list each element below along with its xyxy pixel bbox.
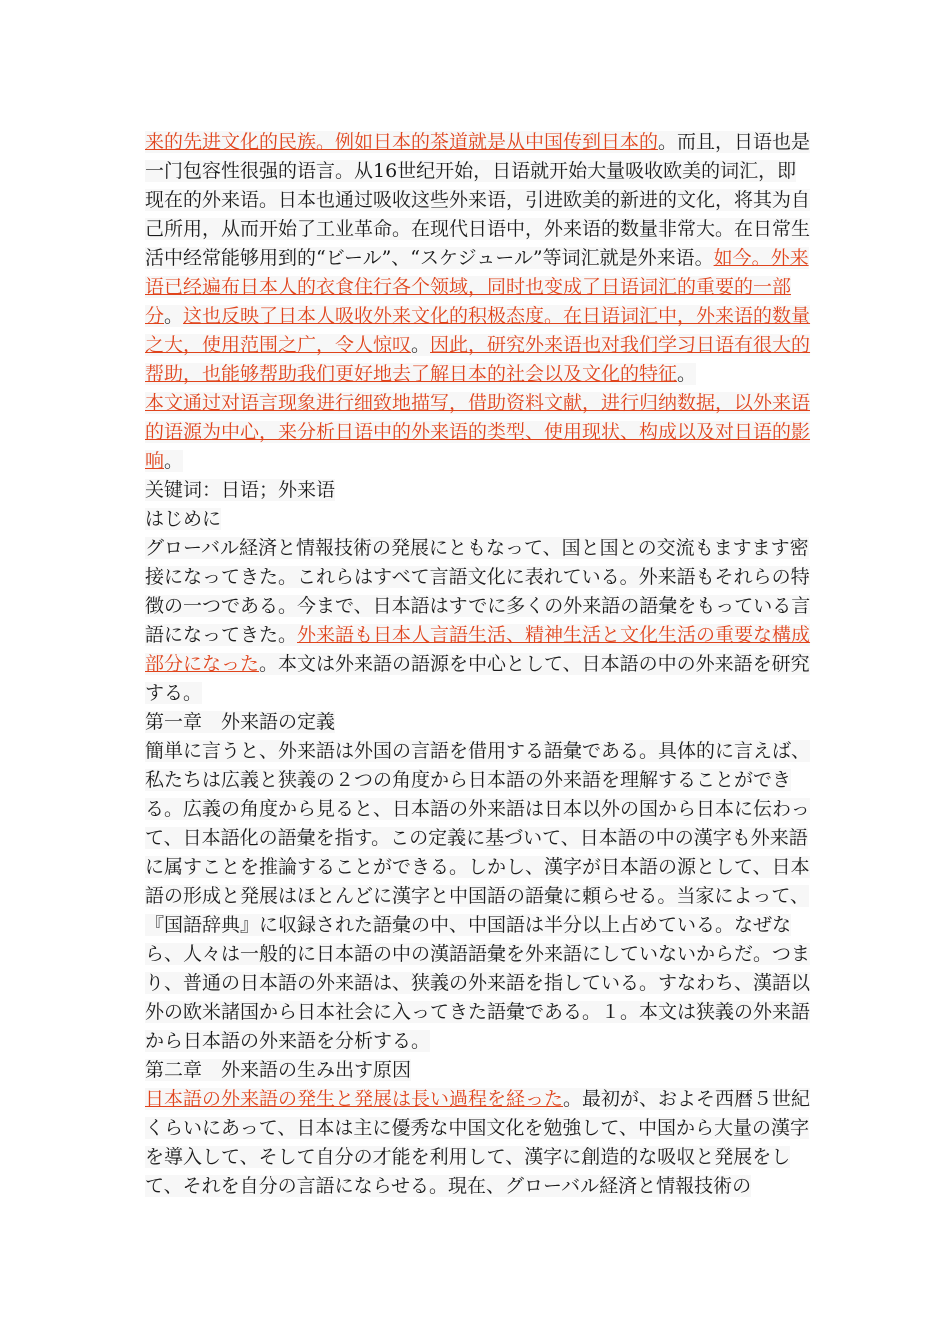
heading-hajimeni — [145, 505, 813, 534]
text-run: 。本文は外来語の語源を中心として、日本語の中の外来語を研究する。 — [145, 653, 810, 704]
text-run: 第一章 外来語の定義 — [145, 711, 336, 733]
document-body — [145, 128, 813, 1201]
text-run: 这也反映了日本人吸收外来文化的积极态度。在日语词汇中，外来语的数量之大，使用范围之广，令人惊叹 — [145, 305, 811, 356]
text-run: 来的先进文化的民族。例如日本的茶道就是从中国传到日本的 — [145, 131, 659, 153]
paragraph-intro — [145, 128, 813, 389]
text-run: 。 — [164, 450, 184, 472]
text-run: 。 — [164, 305, 184, 327]
text-run: 。 — [411, 334, 431, 356]
paragraph-keywords — [145, 476, 813, 505]
paragraph-method — [145, 389, 813, 476]
paragraph-chapter-1 — [145, 737, 813, 1056]
text-run: 外来語も日本人言語生活、精神生活と文化生活の重要な構成部分になった — [145, 624, 811, 675]
text-run: 簡単に言うと、外来語は外国の言語を借用する語彙である。具体的に言えば、私たちは広義と狭義の２つの角度から日本語の外来語を理解することができる。広義の角度から見ると、日本語の外来語は日本以外の国から日本に伝わって、日本語化の語彙を指す。この定義に基づいて、日本語の中の漢字も外来語に属すことを推論することができる。しかし、漢字が日本語の源として、日本語の形成と発展はほとんどに漢字と中国語の語彙に頼らせる。当家によって、『国語辞典』に収録された語彙の中、中国語は半分以上占めている。なぜなら、人々は一般的に日本語の中の漢語語彙を外来語にしていないからだ。つまり、普通の日本語の外来語は、狭義の外来語を指している。すなわち、漢語以外の欧米諸国から日本社会に入ってきた語彙である。１。本文は狭義の外来語から日本語の外来語を分析する。 — [145, 740, 811, 1052]
paragraph-hajimeni — [145, 534, 813, 708]
text-run: 关键词：日语；外来语 — [145, 479, 336, 501]
text-run: 第二章 外来語の生み出す原因 — [145, 1059, 412, 1081]
text-run: グローバル経済と情報技術の発展にともなって、国と国との交流もますます密接になってきた。これらはすべて言語文化に表れている。外来語もそれらの特徴の一つである。今まで、日本語はすでに多くの外来語の語彙をもっている言語になってきた。 — [145, 537, 811, 646]
paragraph-chapter-2 — [145, 1085, 813, 1201]
text-run: 日本語の外来語の発生と発展は長い過程を経った — [145, 1088, 564, 1110]
text-run: 。 — [677, 363, 697, 385]
text-run: 因此，研究外来语也对我们学习日语有很大的帮助，也能够帮助我们更好地去了解日本的社会以及文化的特征 — [145, 334, 811, 385]
text-run: 如今。外来语已经遍布日本人的衣食住行各个领域，同时也变成了日语词汇的重要的一部分 — [145, 247, 809, 327]
heading-chapter-1 — [145, 708, 813, 737]
text-run: 。最初が、およそ西暦５世紀くらいにあって、日本は主に優秀な中国文化を勉強して、中国から大量の漢字を導入して、そして自分の才能を利用して、漢字に創造的な吸収と発展をして、それを自分の言語にならせる。現在、グローバル経済と情報技術の — [145, 1088, 811, 1197]
heading-chapter-2 — [145, 1056, 813, 1085]
text-run: 。而且，日语也是一门包容性很强的语言。从16世纪开始，日语就开始大量吸收欧美的词汇，即现在的外来语。日本也通过吸收这些外来语，引进欧美的新进的文化，将其为自己所用，从而开始了工业革命。在现代日语中，外来语的数量非常大。在日常生活中经常能够用到的“ビール”、“スケジュール”等词汇就是外来语。 — [145, 131, 811, 269]
text-run: はじめに — [145, 508, 222, 530]
text-run: 本文通过对语言现象进行细致地描写，借助资料文献，进行归纳数据，以外来语的语源为中心，来分析日语中的外来语的类型、使用现状、构成以及对日语的影响 — [145, 392, 811, 472]
